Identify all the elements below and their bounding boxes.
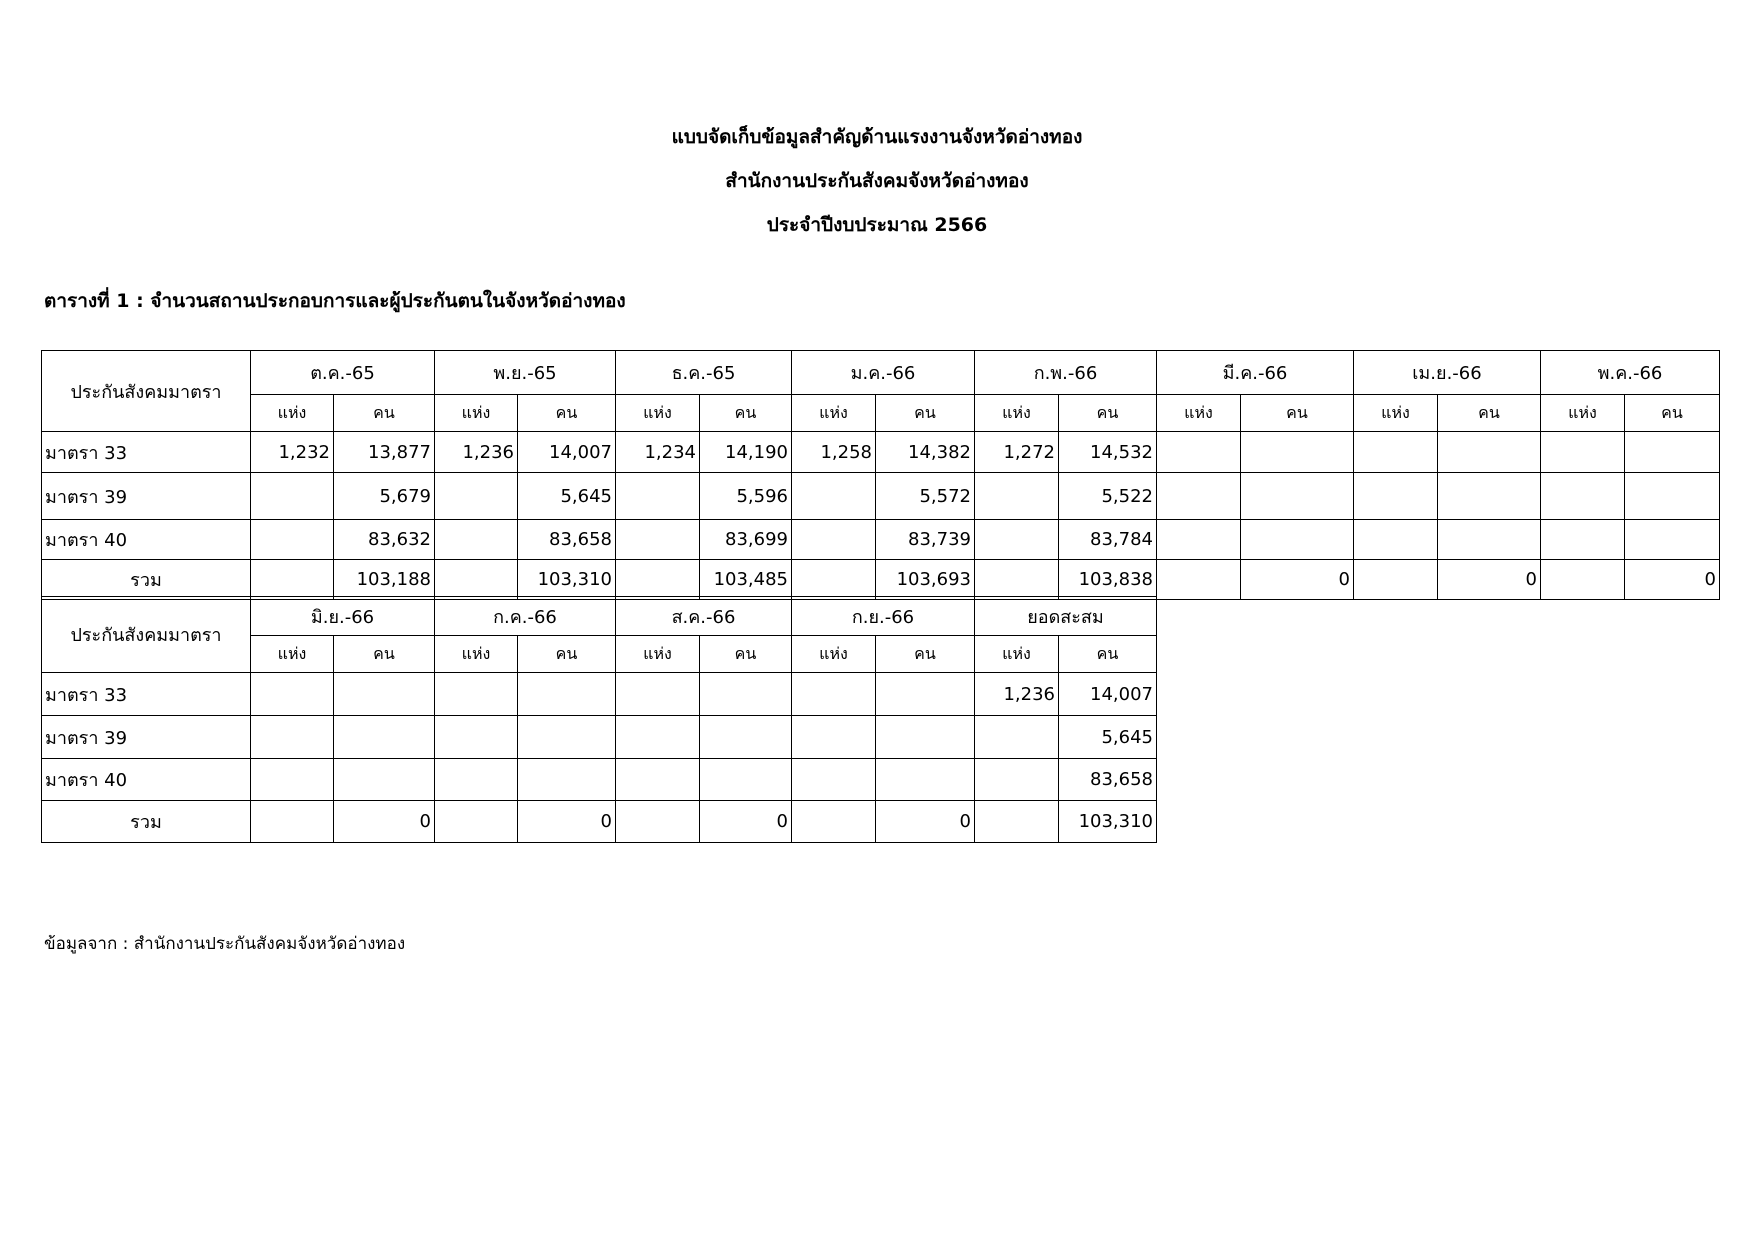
cell: 14,190 [700,432,792,473]
cell [792,473,876,520]
persons-header: คน [876,395,975,432]
cell: 14,532 [1059,432,1157,473]
month-header: ม.ค.-66 [792,351,975,395]
places-header: แห่ง [1354,395,1438,432]
cell [1157,520,1241,560]
cell [334,759,435,801]
table-row [42,473,1720,520]
cell [975,473,1059,520]
cell [700,759,792,801]
cell [334,673,435,716]
office-name: สำนักงานประกันสังคมจังหวัดอ่างทอง [725,170,1029,192]
cell [1157,560,1241,600]
cell: 103,485 [700,560,792,600]
cumulative-header: ยอดสะสม [975,597,1157,636]
cell [792,560,876,600]
cell: 1,236 [435,432,518,473]
cell [1541,473,1625,520]
cell: 13,877 [334,432,435,473]
places-header: แห่ง [251,636,334,673]
places-header: แห่ง [616,395,700,432]
cell: 83,699 [700,520,792,560]
month-header: ก.พ.-66 [975,351,1157,395]
month-header: ก.ย.-66 [792,597,975,636]
row-label: มาตรา 33 [42,673,251,716]
row-label: รวม [42,560,251,600]
cell [792,716,876,759]
month-header: ก.ค.-66 [435,597,616,636]
cell: 14,007 [518,432,616,473]
cell [435,473,518,520]
places-header: แห่ง [975,395,1059,432]
cell [1438,520,1541,560]
cell [975,801,1059,843]
cell: 5,679 [334,473,435,520]
places-header: แห่ง [1541,395,1625,432]
cell [518,759,616,801]
cell [616,473,700,520]
cell: 83,658 [1059,759,1157,801]
cell [334,716,435,759]
cell: 14,382 [876,432,975,473]
cell: 83,632 [334,520,435,560]
table-row [42,432,1720,473]
persons-header: คน [334,395,435,432]
month-header: มิ.ย.-66 [251,597,435,636]
cell: 14,007 [1059,673,1157,716]
table-row [42,759,1157,801]
places-header: แห่ง [792,636,876,673]
cell: 1,236 [975,673,1059,716]
cell: 103,693 [876,560,975,600]
row-label: มาตรา 40 [42,520,251,560]
month-header: เม.ย.-66 [1354,351,1541,395]
document-title: แบบจัดเก็บข้อมูลสำคัญด้านแรงงานจังหวัดอ่างทอง [671,126,1083,148]
cell [435,759,518,801]
cell [251,520,334,560]
cell [435,673,518,716]
cell [1354,560,1438,600]
persons-header: คน [334,636,435,673]
cell [792,673,876,716]
persons-header: คน [518,395,616,432]
cell [1354,520,1438,560]
cell [1354,473,1438,520]
cell [1625,473,1720,520]
persons-header: คน [876,636,975,673]
cell: 0 [518,801,616,843]
cell [251,673,334,716]
cell [1541,560,1625,600]
places-header: แห่ง [792,395,876,432]
cell [1241,520,1354,560]
places-header: แห่ง [435,395,518,432]
table-jun-sep-cumulative [41,596,1157,843]
total-row [42,801,1157,843]
cell [435,520,518,560]
cell: 5,596 [700,473,792,520]
cell [435,716,518,759]
cell [792,801,876,843]
cell [251,716,334,759]
cell [616,801,700,843]
places-header: แห่ง [975,636,1059,673]
places-header: แห่ง [1157,395,1241,432]
month-header: ต.ค.-65 [251,351,435,395]
cell [1241,432,1354,473]
cell [876,716,975,759]
cell [700,673,792,716]
cell: 0 [1625,560,1720,600]
cell: 1,232 [251,432,334,473]
cell [876,673,975,716]
persons-header: คน [1241,395,1354,432]
cell [435,801,518,843]
cell: 103,310 [518,560,616,600]
cell [1157,432,1241,473]
cell [518,716,616,759]
cell [616,673,700,716]
cell [616,759,700,801]
cell [616,560,700,600]
persons-header: คน [1059,636,1157,673]
cell: 0 [334,801,435,843]
persons-header: คน [700,395,792,432]
cell: 1,272 [975,432,1059,473]
cell [700,716,792,759]
cell [975,520,1059,560]
cell: 103,188 [334,560,435,600]
cell: 0 [1438,560,1541,600]
month-header: ธ.ค.-65 [616,351,792,395]
cell: 5,645 [518,473,616,520]
places-header: แห่ง [616,636,700,673]
month-header-row [42,351,1720,395]
cell: 0 [700,801,792,843]
cell [251,473,334,520]
cell [616,716,700,759]
row-label: มาตรา 33 [42,432,251,473]
cell: 5,645 [1059,716,1157,759]
persons-header: คน [700,636,792,673]
month-header: พ.ย.-65 [435,351,616,395]
cell: 83,658 [518,520,616,560]
row-label: รวม [42,801,251,843]
table-caption: ตารางที่ 1 : จำนวนสถานประกอบการและผู้ประกันตนในจังหวัดอ่างทอง [44,290,626,312]
fiscal-year: ประจำปีงบประมาณ 2566 [766,214,988,236]
cell [975,560,1059,600]
table-row [42,716,1157,759]
month-header: ส.ค.-66 [616,597,792,636]
cell [792,759,876,801]
row-header-label: ประกันสังคมมาตรา [42,597,251,673]
places-header: แห่ง [251,395,334,432]
persons-header: คน [1625,395,1720,432]
source-note: ข้อมูลจาก : สำนักงานประกันสังคมจังหวัดอ่างทอง [44,934,406,954]
total-row [42,560,1720,600]
cell [876,759,975,801]
cell: 5,572 [876,473,975,520]
row-label: มาตรา 40 [42,759,251,801]
cell: 5,522 [1059,473,1157,520]
cell [518,673,616,716]
cell [1541,432,1625,473]
month-header: มี.ค.-66 [1157,351,1354,395]
cell [1541,520,1625,560]
row-label: มาตรา 39 [42,473,251,520]
cell [1157,473,1241,520]
cell: 1,234 [616,432,700,473]
sub-header-row [42,395,1720,432]
cell [1354,432,1438,473]
cell [975,759,1059,801]
cell [1241,473,1354,520]
cell: 0 [876,801,975,843]
cell [792,520,876,560]
cell [251,560,334,600]
cell [1438,432,1541,473]
cell [435,560,518,600]
table-row [42,520,1720,560]
month-header: พ.ค.-66 [1541,351,1720,395]
cell: 83,739 [876,520,975,560]
cell [1438,473,1541,520]
cell [251,801,334,843]
row-header-label: ประกันสังคมมาตรา [42,351,251,432]
persons-header: คน [1059,395,1157,432]
table-oct-may [41,350,1720,600]
month-header-row [42,597,1157,636]
cell [1625,432,1720,473]
cell: 0 [1241,560,1354,600]
cell: 83,784 [1059,520,1157,560]
cell: 103,310 [1059,801,1157,843]
persons-header: คน [1438,395,1541,432]
cell: 103,838 [1059,560,1157,600]
cell: 1,258 [792,432,876,473]
table-row [42,673,1157,716]
cell [1625,520,1720,560]
cell [975,716,1059,759]
cell [616,520,700,560]
row-label: มาตรา 39 [42,716,251,759]
places-header: แห่ง [435,636,518,673]
persons-header: คน [518,636,616,673]
cell [251,759,334,801]
